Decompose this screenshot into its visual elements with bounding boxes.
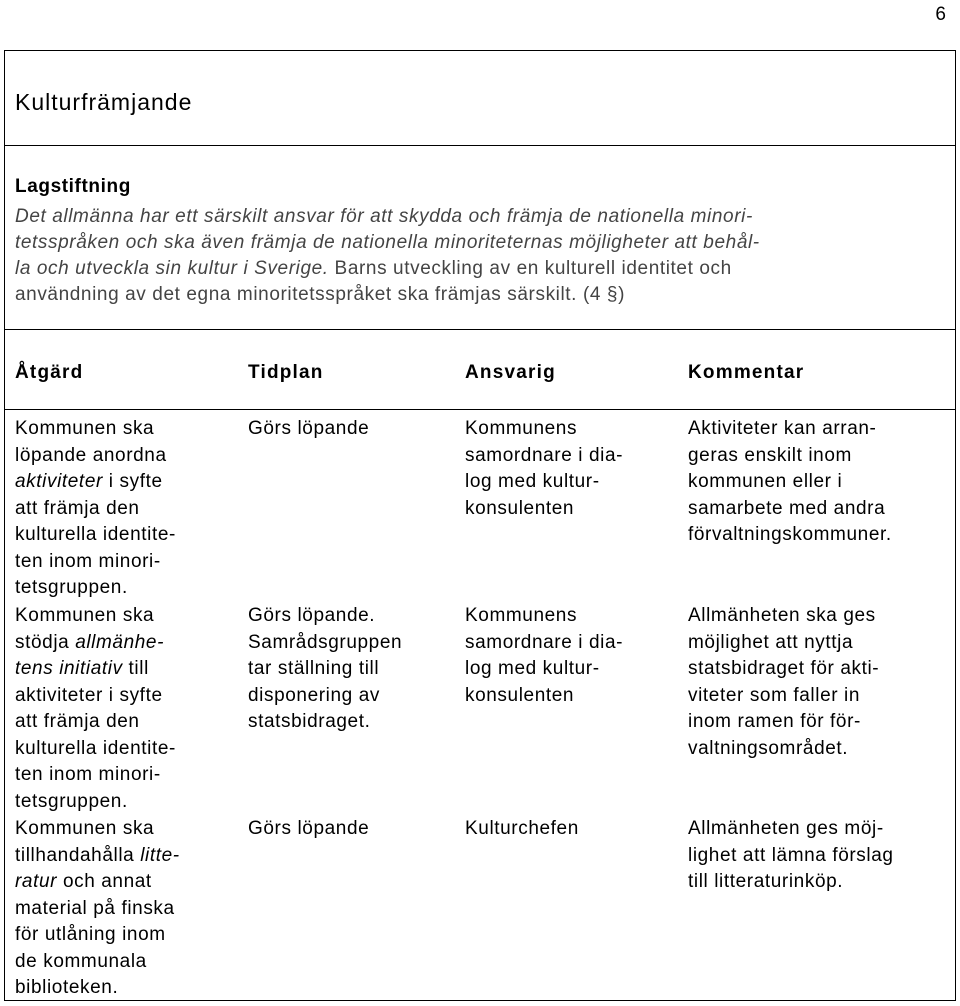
cell-line: tens initiativ till	[15, 658, 149, 679]
comment-cell	[688, 603, 948, 762]
cell-line: geras enskilt inom	[688, 444, 852, 466]
cell-line: material på finska	[15, 897, 175, 919]
legislation-normal-text: Barns utveckling av en kulturell identitet och	[334, 258, 732, 279]
page-title: Kulturfrämjande	[15, 89, 193, 115]
timeline-cell	[248, 416, 448, 443]
column-header-comment: Kommentar	[688, 362, 805, 383]
timeline-cell	[248, 603, 448, 736]
cell-line: att främja den	[15, 711, 140, 732]
page-number: 6	[935, 4, 946, 25]
responsible-cell	[465, 816, 675, 843]
legislation-line: Det allmänna har ett särskilt ansvar för att skydda och främja de nationella minori-	[15, 206, 753, 227]
responsible-cell	[465, 416, 675, 522]
table-header	[5, 330, 955, 410]
legislation-text	[15, 204, 935, 308]
cell-line: Kommunens	[465, 418, 578, 439]
cell-line: statsbidraget för akti-	[688, 658, 880, 679]
cell-line: tetsgruppen.	[15, 577, 128, 598]
title-section	[5, 51, 955, 146]
comment-cell	[688, 816, 948, 896]
cell-line: inom ramen för för-	[688, 711, 861, 732]
cell-line: ten inom minori-	[15, 550, 161, 572]
cell-line: kulturella identite-	[15, 737, 176, 759]
cell-line: konsulenten	[465, 684, 575, 706]
cell-line: Görs löpande.	[248, 605, 376, 626]
cell-line: samarbete med andra	[688, 497, 886, 519]
cell-line: disponering av	[248, 684, 380, 706]
timeline-cell	[248, 816, 448, 843]
cell-line: möjlighet att nyttja	[688, 631, 854, 653]
cell-line: Allmänheten ges möj-	[688, 818, 884, 839]
cell-line: stödja allmänhe-	[15, 631, 165, 653]
cell-line: för utlåning inom	[15, 924, 166, 945]
cell-line: biblioteken.	[15, 977, 119, 998]
cell-line: statsbidraget.	[248, 711, 371, 732]
cell-line: ratur och annat	[15, 871, 152, 892]
cell-line: tetsgruppen.	[15, 790, 128, 812]
column-header-timeline: Tidplan	[248, 362, 324, 383]
cell-line: log med kultur-	[465, 658, 600, 679]
cell-line: samordnare i dia-	[465, 631, 624, 653]
cell-line: Samrådsgruppen	[248, 631, 403, 653]
column-header-responsible: Ansvarig	[465, 362, 556, 383]
cell-line: de kommunala	[15, 950, 147, 972]
legislation-line: la och utveckla sin kultur i Sverige. Barns utveckling av en kulturell identitet och	[15, 258, 732, 279]
legislation-heading: Lagstiftning	[15, 176, 131, 197]
cell-line: förvaltningskommuner.	[688, 524, 892, 545]
cell-line: ten inom minori-	[15, 764, 161, 785]
cell-line: tillhandahålla litte-	[15, 844, 180, 866]
legislation-line: tetsspråken och ska även främja de nationella minoriteternas möjligheter att behål-	[15, 232, 760, 253]
cell-line: Allmänheten ska ges	[688, 605, 876, 626]
cell-line: Kommunens	[465, 605, 578, 626]
cell-line: aktiviteter i syfte	[15, 684, 163, 706]
comment-cell	[688, 416, 948, 549]
action-cell	[15, 816, 235, 1002]
legislation-section	[5, 146, 955, 330]
emphasized-text: aktiviteter	[15, 471, 103, 492]
responsible-cell	[465, 603, 675, 709]
cell-line: lighet att lämna förslag	[688, 844, 894, 866]
cell-line: konsulenten	[465, 497, 575, 519]
cell-line: Görs löpande	[248, 818, 370, 839]
cell-line: till litteraturinköp.	[688, 871, 844, 892]
emphasized-text: ratur	[15, 871, 58, 892]
cell-line: samordnare i dia-	[465, 444, 624, 466]
cell-line: aktiviteter i syfte	[15, 471, 163, 492]
cell-line: log med kultur-	[465, 471, 600, 492]
cell-line: Kommunen ska	[15, 818, 155, 839]
action-cell	[15, 603, 235, 815]
cell-line: att främja den	[15, 497, 140, 519]
legislation-line: användning av det egna minoritetsspråket ska främjas särskilt. (4 §)	[15, 284, 626, 305]
cell-line: viteter som faller in	[688, 684, 861, 706]
emphasized-text: allmänhe-	[75, 631, 165, 653]
cell-line: tar ställning till	[248, 658, 380, 679]
frame-right-border	[955, 50, 956, 1001]
document-frame	[4, 50, 955, 1001]
cell-line: kulturella identite-	[15, 524, 176, 545]
action-cell	[15, 416, 235, 602]
cell-line: Aktiviteter kan arran-	[688, 418, 877, 439]
cell-line: valtningsområdet.	[688, 737, 849, 759]
cell-line: Kommunen ska	[15, 418, 155, 439]
emphasized-text: tens initiativ	[15, 658, 123, 679]
cell-line: Kommunen ska	[15, 605, 155, 626]
cell-line: Kulturchefen	[465, 818, 579, 839]
cell-line: löpande anordna	[15, 444, 167, 466]
emphasized-text: litte-	[140, 844, 180, 866]
cell-line: kommunen eller i	[688, 471, 843, 492]
column-header-action: Åtgärd	[15, 362, 84, 383]
cell-line: Görs löpande	[248, 418, 370, 439]
